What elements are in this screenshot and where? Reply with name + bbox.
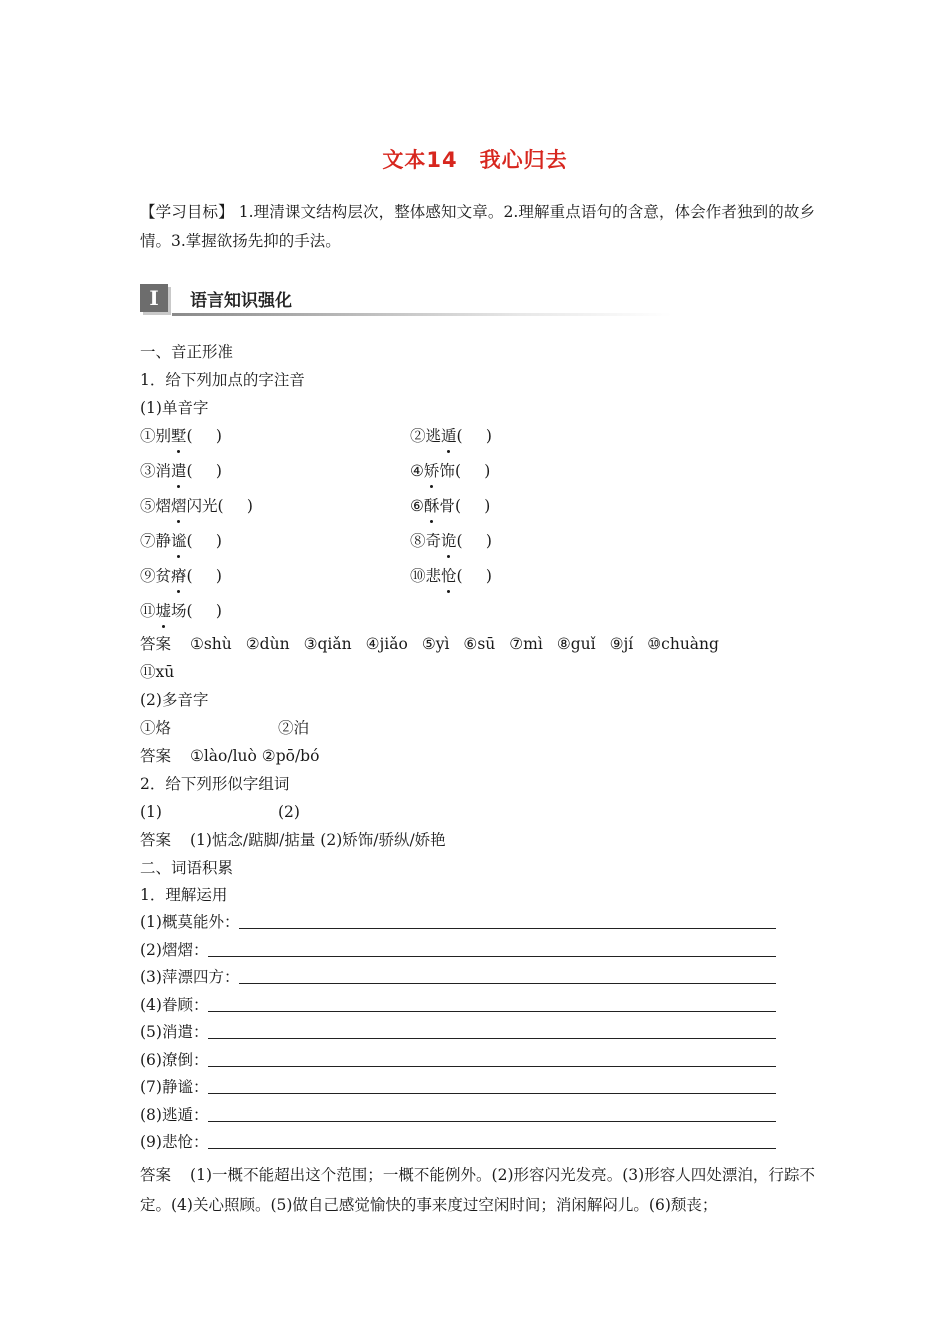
item-suffix: 骨 xyxy=(439,497,455,515)
answer-blank[interactable]: ( ) xyxy=(456,427,492,445)
pronunciation-item xyxy=(410,494,495,518)
pronunciation-item xyxy=(140,424,227,448)
answer-item: ⑤yì xyxy=(421,635,450,653)
pronunciation-item xyxy=(410,529,497,553)
vocabulary-term: (8)逃遁： xyxy=(140,1105,209,1124)
answer-item: ④jiǎo xyxy=(365,635,408,653)
fill-in-blank[interactable] xyxy=(208,1048,776,1067)
item-suffix: 场 xyxy=(171,602,187,620)
fill-in-blank[interactable] xyxy=(208,1020,776,1039)
pronunciation-item xyxy=(140,564,227,588)
dotted-character: 酥 xyxy=(424,494,440,518)
pronunciation-item xyxy=(140,459,227,483)
pronunciation-item xyxy=(140,529,227,553)
poly-item-1: ①烙 xyxy=(140,719,172,737)
vocabulary-item xyxy=(140,993,776,1017)
answer-label: 答案 xyxy=(140,635,172,653)
answer-blank[interactable]: ( ) xyxy=(454,462,491,480)
dotted-character: 怆 xyxy=(441,564,457,588)
learning-objectives xyxy=(140,198,815,256)
answer-label: 答案 xyxy=(140,831,172,849)
answer-item: ⑧guǐ xyxy=(556,635,596,653)
answer-blank[interactable]: ( ) xyxy=(186,602,222,620)
vocabulary-item xyxy=(140,1130,776,1154)
fill-in-blank[interactable] xyxy=(208,993,776,1012)
item-prefix: ③消 xyxy=(140,462,172,480)
part2-heading: 二、词语积累 xyxy=(140,859,234,877)
item-prefix: ②逃 xyxy=(410,427,442,445)
subheading-single: (1)单音字 xyxy=(140,399,209,417)
vocabulary-term: (6)潦倒： xyxy=(140,1050,209,1069)
item-suffix: 饰 xyxy=(439,462,455,480)
question-1: 1．给下列加点的字注音 xyxy=(140,371,305,389)
vocabulary-term: (5)消遣： xyxy=(140,1023,209,1041)
item-prefix: ⑨贫 xyxy=(140,567,172,585)
fill-in-blank[interactable] xyxy=(208,1075,776,1094)
part2-question-1: 1．理解运用 xyxy=(140,886,228,904)
poly-item-2: ②泊 xyxy=(278,719,310,737)
subheading-multi: (2)多音字 xyxy=(140,691,209,709)
dotted-character: 矫 xyxy=(424,459,440,483)
dotted-character: 熠 xyxy=(171,494,187,518)
dotted-character: 遁 xyxy=(441,424,457,448)
item-prefix: ⑥ xyxy=(410,497,424,515)
answer-text: (1)一概不能超出这个范围；一概不能例外。(2)形容闪光发亮。(3)形容人四处漂泊，行踪不定。(4)关心照顾。(5)做自己感觉愉快的事来度过空闲时间；消闲解闷儿。(6)颓丧； xyxy=(140,1166,815,1214)
dotted-character: 墅 xyxy=(171,424,187,448)
answer-label: 答案 xyxy=(140,1166,172,1184)
answer-blank[interactable]: ( ) xyxy=(456,567,492,585)
answer-text: ①lào/luò ②pō/bó xyxy=(189,747,320,765)
answer-item: ⑥sū xyxy=(463,635,496,653)
pronunciation-item xyxy=(140,494,258,518)
q2-item-1: (1) xyxy=(140,803,162,821)
answer-label: 答案 xyxy=(140,747,172,765)
answer-blank[interactable]: ( ) xyxy=(456,532,492,550)
fill-in-blank[interactable] xyxy=(208,1130,776,1149)
section-title: 语言知识强化 xyxy=(190,291,292,311)
section-numeral: I xyxy=(140,284,168,312)
fill-in-blank[interactable] xyxy=(239,965,776,984)
pronunciation-item xyxy=(140,599,227,623)
fill-in-blank[interactable] xyxy=(208,938,776,957)
page-title xyxy=(0,144,950,174)
item-prefix: ⑩悲 xyxy=(410,567,442,585)
vocabulary-item xyxy=(140,965,776,989)
vocabulary-item xyxy=(140,1075,776,1099)
dotted-character: 诡 xyxy=(441,529,457,553)
vocabulary-term: (2)熠熠： xyxy=(140,940,209,959)
pronunciation-item xyxy=(410,424,497,448)
vocabulary-item xyxy=(140,910,776,934)
section-underline xyxy=(172,313,672,316)
pronunciation-item xyxy=(410,459,495,483)
fill-in-blank[interactable] xyxy=(208,1103,776,1122)
vocabulary-term: (3)萍漂四方： xyxy=(140,968,240,986)
answer-row-1 xyxy=(140,632,733,656)
q2-item-2: (2) xyxy=(278,803,300,821)
answer-text: (1)惦念/踮脚/掂量 (2)矫饰/骄纵/娇艳 xyxy=(189,831,446,849)
vocabulary-term: (1)概莫能外： xyxy=(140,913,240,931)
title-number: 文本14 xyxy=(382,148,458,172)
answer-blank[interactable]: ( ) xyxy=(186,427,222,445)
item-prefix: ④ xyxy=(410,462,424,480)
answer-blank[interactable]: ( ) xyxy=(186,462,222,480)
dotted-character: 遣 xyxy=(171,459,187,483)
item-prefix: ①别 xyxy=(140,427,172,445)
fill-in-blank[interactable] xyxy=(239,910,776,929)
part1-heading: 一、音正形准 xyxy=(140,343,234,361)
section-banner xyxy=(140,284,700,318)
title-name: 我心归去 xyxy=(479,148,568,172)
answer-item: ①shù xyxy=(189,635,232,653)
item-prefix: ⑧奇 xyxy=(410,532,442,550)
objective-label: 【学习目标】 xyxy=(140,203,234,221)
answer-row-3 xyxy=(140,828,446,852)
vocabulary-term: (7)静谧： xyxy=(140,1078,209,1096)
answer-item: ③qiǎn xyxy=(303,635,352,653)
vocabulary-item xyxy=(140,938,776,962)
question-2: 2．给下列形似字组词 xyxy=(140,775,290,793)
vocabulary-item xyxy=(140,1048,776,1072)
vocabulary-item xyxy=(140,1103,776,1127)
answer-blank[interactable]: ( ) xyxy=(454,497,491,515)
answer-row-1b: ⑪xū xyxy=(140,663,175,681)
answer-blank[interactable]: ( ) xyxy=(186,567,222,585)
item-prefix: ⑪ xyxy=(140,602,156,620)
dotted-character: 谧 xyxy=(171,529,187,553)
vocabulary-item xyxy=(140,1020,776,1044)
dotted-character: 瘠 xyxy=(171,564,187,588)
item-prefix: ⑦静 xyxy=(140,532,172,550)
answer-list xyxy=(190,635,733,653)
objective-text: 1.理清课文结构层次，整体感知文章。2.理解重点语句的含意，体会作者独到的故乡情。3.掌握欲扬先抑的手法。 xyxy=(140,203,815,250)
answer-item: ⑩chuàng xyxy=(647,635,719,653)
answer-item: ⑨jí xyxy=(609,635,634,653)
pronunciation-item xyxy=(410,564,497,588)
answer-item: ⑦mì xyxy=(509,635,543,653)
answer-blank[interactable]: ( ) xyxy=(186,532,222,550)
vocabulary-term: (4)眷顾： xyxy=(140,995,209,1014)
vocabulary-term: (9)悲怆： xyxy=(140,1133,209,1151)
answer-item: ②dùn xyxy=(245,635,290,653)
answer-row-2 xyxy=(140,744,319,768)
answer-paragraph xyxy=(140,1160,815,1220)
dotted-character: 墟 xyxy=(156,599,172,623)
item-suffix: 闪光 xyxy=(186,497,218,515)
item-prefix: ⑤熠 xyxy=(140,497,172,515)
answer-blank[interactable]: ( ) xyxy=(217,497,253,515)
